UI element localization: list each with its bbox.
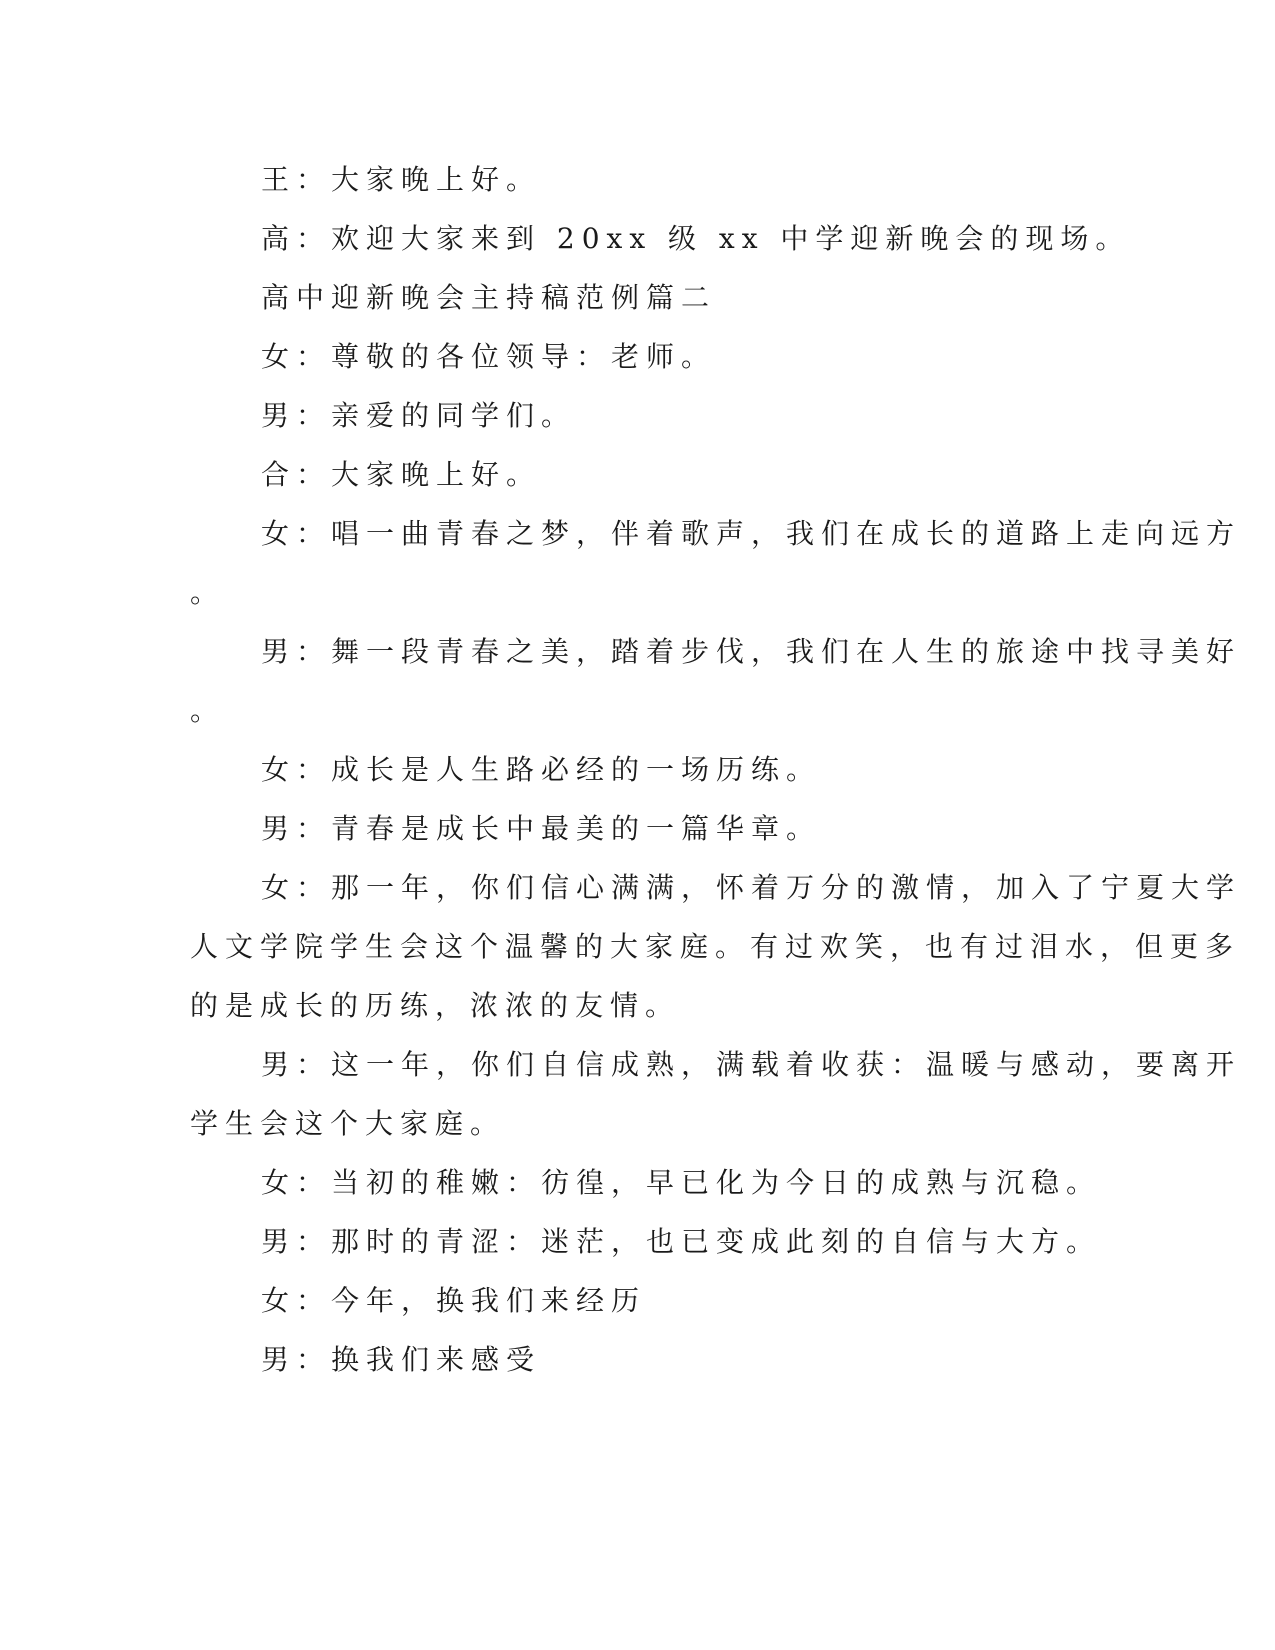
text-line: 男：这一年，你们自信成熟，满载着收获：温暖与感动，要离开 — [261, 1048, 1242, 1081]
text-line: 合：大家晚上好。 — [261, 458, 542, 491]
text-line: 男：那时的青涩：迷茫，也已变成此刻的自信与大方。 — [261, 1225, 1102, 1258]
text-line: 女：成长是人生路必经的一场历练。 — [261, 753, 822, 786]
text-line: 的是成长的历练，浓浓的友情。 — [190, 989, 681, 1022]
text-line: 王：大家晚上好。 — [261, 163, 542, 196]
text-line: 女：唱一曲青春之梦，伴着歌声，我们在成长的道路上走向远方 — [261, 517, 1242, 550]
text-line: 女：今年，换我们来经历 — [261, 1284, 647, 1317]
text-line: 人文学院学生会这个温馨的大家庭。有过欢笑，也有过泪水，但更多 — [190, 930, 1241, 963]
text-line: 女：当初的稚嫩：彷徨，早已化为今日的成熟与沉稳。 — [261, 1166, 1102, 1199]
text-line: 。 — [190, 576, 226, 609]
text-line: 男：舞一段青春之美，踏着步伐，我们在人生的旅途中找寻美好 — [261, 635, 1242, 668]
text-line: 。 — [190, 694, 226, 727]
text-line: 学生会这个大家庭。 — [190, 1107, 506, 1140]
text-line: 女：尊敬的各位领导：老师。 — [261, 340, 717, 373]
text-line: 高：欢迎大家来到 20xx 级 xx 中学迎新晚会的现场。 — [261, 222, 1131, 255]
text-line: 男：换我们来感受 — [261, 1343, 542, 1376]
text-line: 女：那一年，你们信心满满，怀着万分的激情，加入了宁夏大学 — [261, 871, 1242, 904]
text-line: 男：青春是成长中最美的一篇华章。 — [261, 812, 822, 845]
text-line: 男：亲爱的同学们。 — [261, 399, 577, 432]
section-heading: 高中迎新晚会主持稿范例篇二 — [261, 281, 717, 314]
